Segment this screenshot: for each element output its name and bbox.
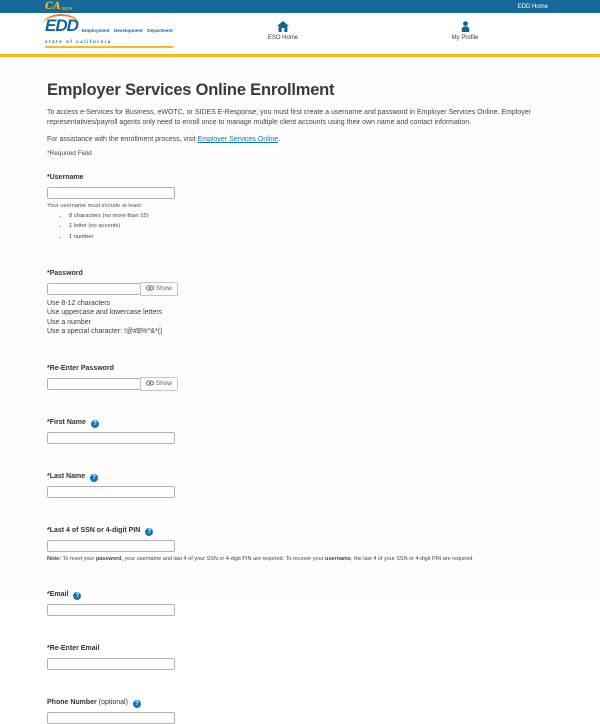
nav-eso-home[interactable] — [238, 21, 328, 41]
last-name-input[interactable] — [47, 486, 175, 498]
password-rule: Use 8-12 characters — [47, 299, 111, 307]
username-label: *Username — [47, 174, 84, 182]
ca-gov-logo-gov: GOV — [61, 6, 73, 11]
reenter-password-label: *Re-Enter Password — [47, 364, 114, 372]
nav-eso-home-label: ESO Home — [267, 35, 299, 41]
reenter-email-group — [47, 637, 553, 670]
reenter-password-show-button[interactable] — [140, 377, 178, 391]
utility-bar — [0, 0, 600, 13]
last-name-group — [47, 465, 553, 498]
intro-paragraph: To access e-Services for Business, eWOTC, or SIDES E-Response, you must first create a username and password in Employer Services Online. Employer representatives/payroll agents only need to enroll once to manage multiple client accounts using their own name and contact information. — [47, 109, 531, 127]
password-rule: Use a special character: !@#$%^&*() — [47, 328, 163, 336]
required-field-note: *Required Field — [47, 150, 92, 158]
assistance-suffix: . — [278, 136, 281, 144]
username-rule: • 1 number — [69, 232, 553, 242]
reenter-email-label: *Re-Enter Email — [47, 644, 100, 652]
employer-services-online-link[interactable]: Employer Services Online — [197, 136, 279, 144]
phone-help-icon[interactable]: ? — [133, 700, 141, 708]
assistance-line — [47, 136, 553, 143]
ssn-pin-note: Note: To reset your password, your username and last 4 of your SSN or 4-digit PIN are required. To recover your username, the last 4 of your SSN or 4-digit PIN are required. — [47, 555, 474, 562]
edd-home-link[interactable]: EDD Home — [517, 3, 548, 10]
password-show-button[interactable] — [140, 282, 178, 296]
ssn-pin-label: *Last 4 of SSN or 4-digit PIN — [47, 526, 141, 534]
reenter-password-group — [47, 357, 553, 390]
edd-logo-state: state of california — [45, 39, 173, 48]
ssn-pin-help-icon[interactable]: ? — [145, 528, 153, 536]
phone-group — [47, 691, 553, 724]
assistance-prefix: For assistance with the enrollment process, visit — [47, 136, 198, 144]
password-rules — [47, 299, 553, 337]
phone-optional-label: (optional) — [96, 698, 128, 706]
email-group — [47, 583, 553, 616]
first-name-group — [47, 411, 553, 444]
email-label: *Email — [47, 590, 69, 598]
home-icon — [238, 21, 328, 32]
phone-label: Phone Number (optional) — [47, 698, 128, 706]
page-title: Employer Services Online Enrollment — [47, 81, 335, 99]
ssn-pin-input[interactable] — [47, 540, 175, 552]
edd-logo-line: Employment — [81, 28, 110, 33]
reenter-password-show-label: Show — [155, 380, 172, 388]
first-name-help-icon[interactable]: ? — [91, 420, 99, 428]
username-rule: • 8 characters (no more than 15) — [69, 211, 553, 221]
ca-gov-logo-ca: CA — [45, 0, 61, 12]
edd-logo[interactable] — [45, 18, 173, 48]
nav-my-profile[interactable] — [420, 21, 510, 41]
email-help-icon[interactable]: ? — [73, 592, 81, 600]
username-hint: Your username must include at least: — [47, 203, 143, 210]
username-rule: • 1 letter (no accents) — [69, 221, 553, 231]
edd-logo-text: EDD — [45, 16, 78, 35]
first-name-input[interactable] — [47, 432, 175, 444]
password-rule: Use uppercase and lowercase letters — [47, 309, 163, 317]
username-input[interactable] — [47, 187, 175, 199]
password-label: *Password — [47, 269, 83, 277]
email-input[interactable] — [47, 604, 175, 616]
ca-gov-logo[interactable] — [45, 2, 73, 12]
last-name-label: *Last Name — [47, 472, 86, 480]
ssn-pin-group — [47, 519, 553, 562]
phone-input[interactable] — [47, 712, 175, 724]
site-header — [0, 13, 600, 57]
username-rules — [47, 211, 553, 241]
password-show-label: Show — [155, 285, 172, 293]
nav-my-profile-label: My Profile — [451, 35, 479, 41]
first-name-label: *First Name — [47, 418, 86, 426]
last-name-help-icon[interactable]: ? — [90, 474, 98, 482]
username-group — [47, 166, 553, 241]
edd-logo-line: Department — [147, 28, 173, 33]
password-rule: Use a number — [47, 318, 91, 326]
eye-icon — [146, 285, 154, 293]
eye-icon — [146, 380, 154, 388]
password-group — [47, 262, 553, 337]
main-content — [0, 81, 600, 724]
edd-logo-line: Development — [113, 28, 143, 33]
person-icon — [420, 21, 510, 32]
reenter-email-input[interactable] — [47, 658, 175, 670]
